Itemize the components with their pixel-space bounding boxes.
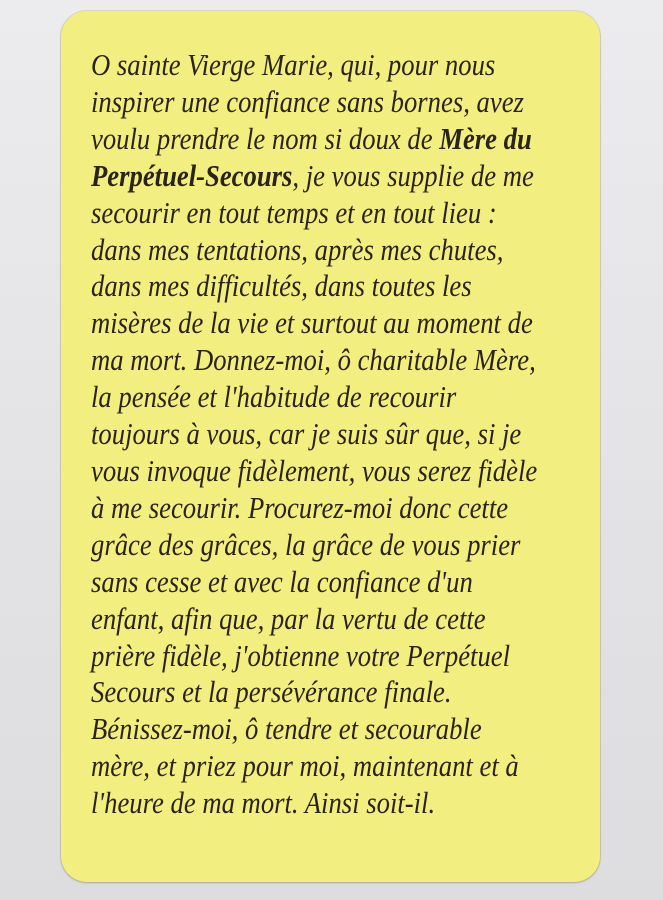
prayer-text — [91, 47, 581, 822]
prayer-title-emphasis: Perpétuel-Secours — [91, 157, 293, 193]
prayer-line: toujours à vous, car je suis sûr que, si je — [91, 416, 522, 452]
prayer-line: mère, et priez pour moi, maintenant et à — [91, 748, 519, 784]
prayer-line-text: voulu prendre le nom si doux de — [91, 120, 440, 156]
prayer-line: misères de la vie et surtout au moment de — [91, 305, 533, 341]
prayer-line: grâce des grâces, la grâce de vous prier — [91, 526, 521, 562]
prayer-line: enfant, afin que, par la vertu de cette — [91, 600, 486, 636]
prayer-line — [91, 158, 581, 195]
prayer-line: à me secourir. Procurez-moi donc cette — [91, 489, 509, 525]
prayer-line-text: , je vous supplie de me — [292, 157, 534, 193]
prayer-line: Bénissez-moi, ô tendre et secourable — [91, 711, 482, 747]
prayer-line: secourir en tout temps et en tout lieu : — [91, 194, 497, 230]
prayer-line: dans mes tentations, après mes chutes, — [91, 231, 504, 267]
prayer-line — [91, 84, 581, 121]
prayer-line: l'heure de ma mort. Ainsi soit-il. — [91, 785, 436, 821]
prayer-line: sans cesse et avec la confiance d'un — [91, 563, 473, 599]
prayer-line-text: inspirer une confiance sans bornes, avez — [91, 83, 524, 119]
prayer-line: O sainte Vierge Marie, qui, pour nous — [91, 47, 496, 82]
prayer-line: Secours et la persévérance finale. — [91, 674, 452, 710]
prayer-line: prière fidèle, j'obtienne votre Perpétuel — [91, 637, 511, 673]
prayer-line: vous invoque fidèlement, vous serez fidèle — [91, 452, 538, 488]
prayer-title-emphasis: Mère du — [439, 120, 532, 156]
prayer-line — [91, 121, 581, 158]
prayer-line: la pensée et l'habitude de recourir — [91, 379, 457, 415]
prayer-line: ma mort. Donnez-moi, ô charitable Mère, — [91, 342, 536, 378]
prayer-card — [61, 11, 600, 882]
prayer-line: dans mes difficultés, dans toutes les — [91, 268, 472, 304]
